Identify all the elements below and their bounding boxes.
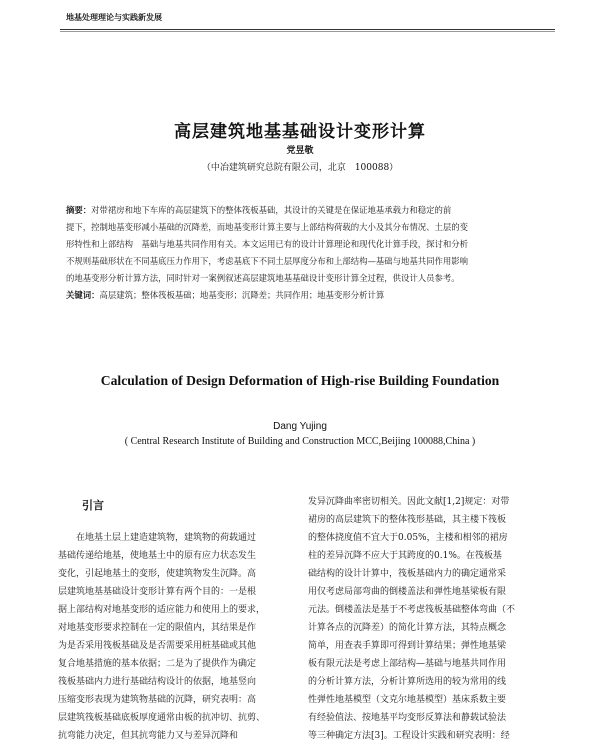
body-right-line: 用仅考虑局部弯曲的倒楼盖法和弹性地基梁板有限	[308, 587, 507, 597]
body-right-line: 计算各点的沉降差）的简化计算方法，其特点概念	[308, 623, 507, 633]
body-left-line: 对地基变形要求控制在一定的限值内，其结果是作	[58, 623, 257, 633]
abstract-cn-line	[66, 204, 550, 216]
abstract-cn-line: 的地基变形分析计算方法，同时针对一案例叙述高层建筑地基基础设计变形计算全过程，供设计人员参考。	[66, 273, 460, 283]
abstract-label: 摘要：	[66, 205, 92, 215]
paper-title-en: Calculation of Design Deformation of High-rise Building Foundation	[100, 373, 500, 388]
body-right-line: 裙房的高层建筑下的整体筏形基础，其主楼下筏板	[308, 515, 507, 525]
affiliation-cn: （中冶建筑研究总院有限公司，北京 100088）	[201, 163, 399, 173]
body-left-line: 筏板基础内力进行基础结构设计的依据，地基竖向	[58, 677, 257, 687]
author-cn: 党昱敬	[286, 146, 314, 156]
body-right-line: 等三种确定方法[3]。工程设计实践和研究表明：经	[308, 731, 510, 741]
body-left-line: 层建筑筏板基础底板厚度通常由板的抗冲切、抗剪、	[58, 713, 266, 723]
body-right-line: 发异沉降曲率密切相关。因此文献[1,2]规定：对带	[308, 497, 510, 507]
section-heading-intro: 引言	[82, 499, 104, 512]
body-right-line: 的分析计算方法，分析计算所选用的较为常用的线	[308, 677, 507, 687]
keywords-label: 关键词：	[66, 290, 100, 300]
body-left-line: 层建筑地基基础设计变形计算有两个目的：一是根	[58, 587, 257, 597]
body-left-line: 抗弯能力决定，但其抗弯能力又与差异沉降和	[58, 731, 239, 741]
paper-title-cn: 高层建筑地基基础设计变形计算	[174, 122, 426, 142]
body-right-line: 有经验值法、按地基平均变形反算法和静载试验法	[308, 713, 507, 723]
body-right-line: 性弹性地基模型（文克尔地基模型）基床系数主要	[308, 695, 507, 705]
body-right-line: 板有限元法是考虑上部结构—基础与地基共同作用	[308, 659, 507, 669]
body-right-line: 的整体挠度值不宜大于0.05%，主楼和相邻的裙房	[308, 533, 508, 543]
body-left-line: 据上部结构对地基变形的适应能力和使用上的要求，	[58, 605, 266, 615]
header-rule-thin	[60, 31, 555, 32]
body-left-line: 在地基土层上建造建筑物，建筑物的荷载通过	[58, 533, 257, 543]
body-left-line: 压缩变形表现为建筑物基础的沉降，研究表明：高	[58, 695, 257, 705]
abstract-cn-line: 提下，控制地基变形减小基础的沉降差，而地基变形计算主要与上部结构荷载的大小及其分布情况、土层的变	[66, 222, 468, 232]
keywords-cn	[66, 289, 550, 301]
body-right-line: 简单，用查表手算即可得到计算结果；弹性地基梁	[308, 641, 507, 651]
body-right-line: 元法。倒楼盖法是基于不考虑筏板基础整体弯曲（不	[308, 605, 516, 615]
body-left-line: 变化，引起地基土的变形，使建筑物发生沉降。高	[58, 569, 257, 579]
body-left-line: 为是否采用筏板基础及是否需要采用桩基础或其他	[58, 641, 257, 651]
body-right-line: 础结构的设计计算中，筏板基础内力的确定通常采	[308, 569, 507, 579]
abstract-cn-text: 对带裙房和地下车库的高层建筑下的整体筏板基础，其设计的关键是在保证地基承载力和稳定的前	[91, 205, 452, 215]
abstract-cn-line: 不规则基础形状在不同基底压力作用下，考虑基底下不同土层厚度分布和上部结构—基础与地基共同作用影响	[66, 256, 468, 266]
body-left-line: 复合地基措施的基本依据；二是为了提供作为确定	[58, 659, 257, 669]
body-right-line: 柱的差异沉降不应大于其跨度的0.1%。在筏板基	[308, 551, 502, 561]
affiliation-en: ( Central Research Institute of Building and Construction MCC,Beijing 100088,China )	[124, 436, 476, 447]
abstract-cn-line: 形特性和上部结构 基础与地基共同作用有关。本文运用已有的设计计算理论和现代化计算手段，探讨和分析	[66, 239, 468, 249]
author-en: Dang Yujing	[273, 421, 327, 432]
header-rule	[60, 29, 555, 30]
body-left-line: 基础传递给地基，使地基土中的原有应力状态发生	[58, 551, 257, 561]
keywords-text: 高层建筑；整体筏板基础；地基变形；沉降差；共同作用；地基变形分析计算	[99, 290, 385, 300]
running-header: 地基处理理论与实践新发展	[66, 13, 162, 22]
